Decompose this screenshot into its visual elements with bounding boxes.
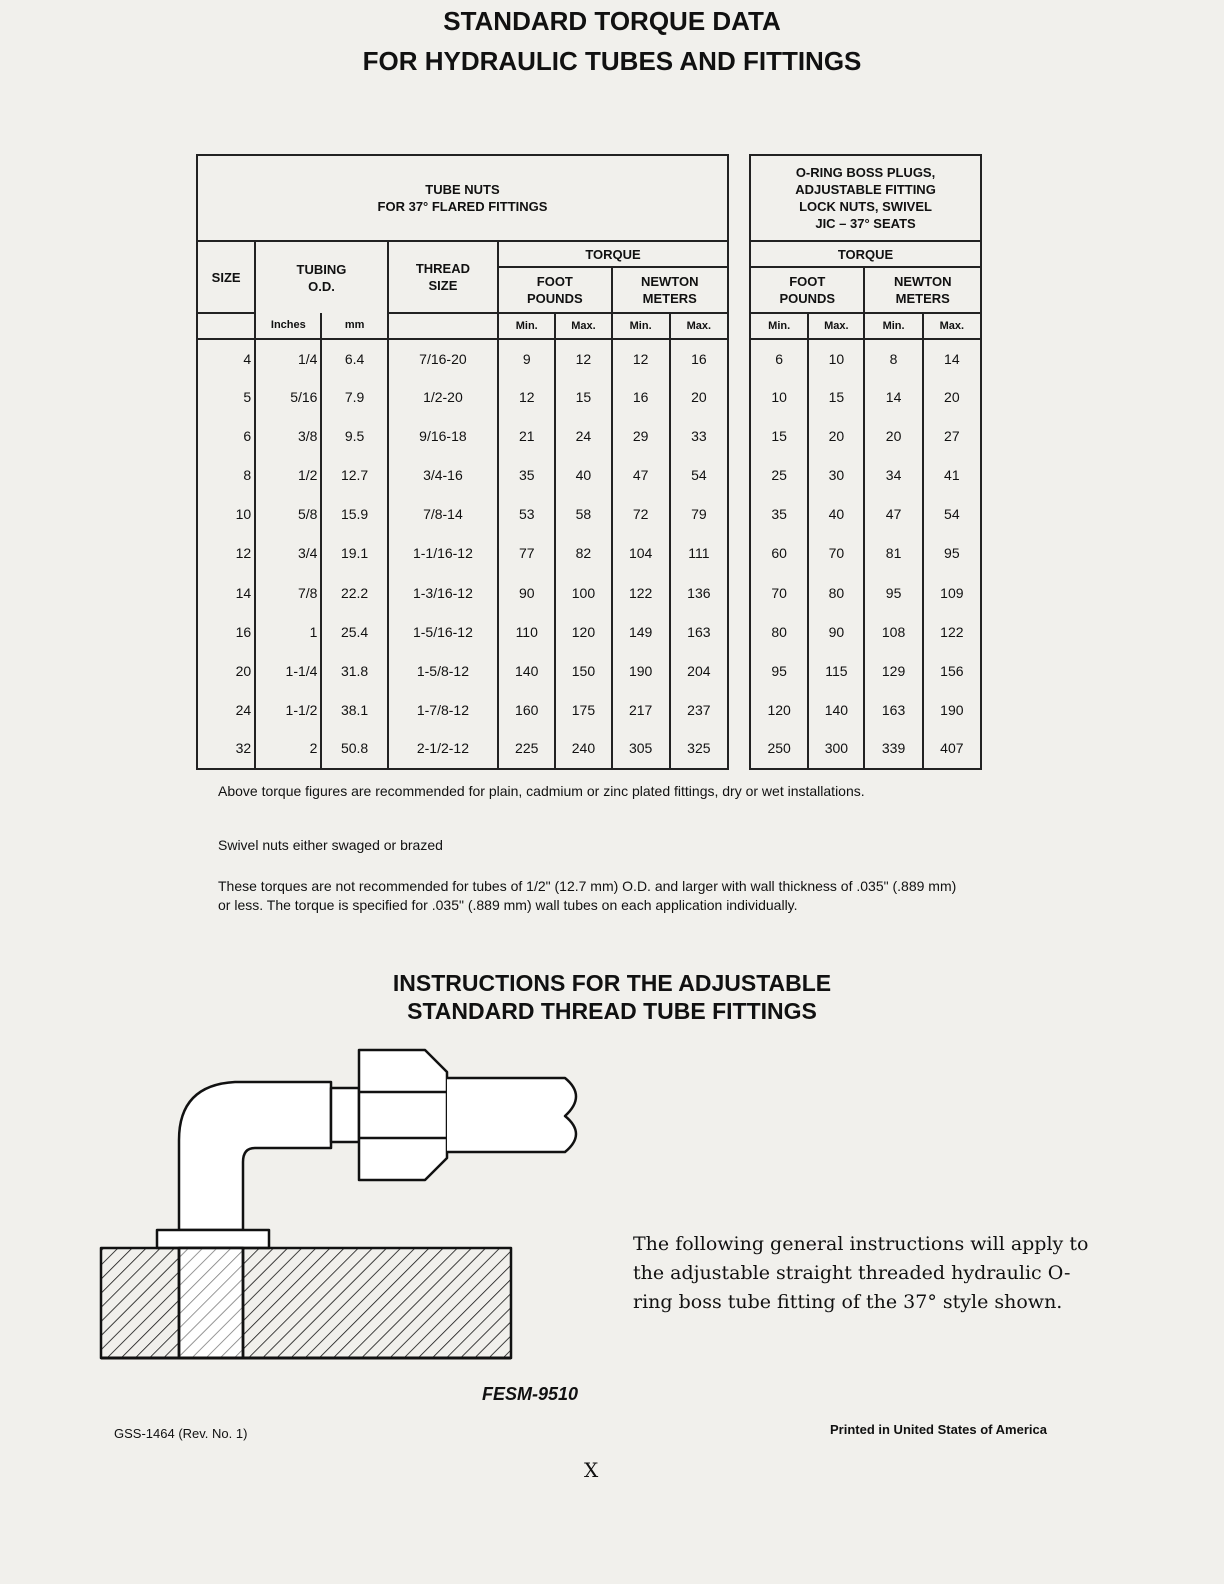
table-cell: 47 <box>612 456 670 495</box>
table-cell: 120 <box>555 613 611 652</box>
swivel-nut <box>359 1050 447 1180</box>
table-cell: 237 <box>670 691 728 730</box>
table-cell: 35 <box>498 456 555 495</box>
meters-label: METERS <box>895 291 950 306</box>
table-cell: 150 <box>555 652 611 691</box>
table-cell: 20 <box>923 378 981 417</box>
table-cell: 204 <box>670 652 728 691</box>
lock-nut <box>157 1230 269 1248</box>
newton-meters-header-right <box>864 267 981 313</box>
table-cell: 104 <box>612 534 670 573</box>
table-cell: 20 <box>864 417 922 456</box>
table-cell: 95 <box>923 534 981 573</box>
printed-in: Printed in United States of America <box>830 1422 1047 1437</box>
table-cell: 325 <box>670 730 728 769</box>
table-cell: 300 <box>808 730 864 769</box>
page-number: X <box>584 1458 599 1482</box>
max-unit: Max. <box>808 313 864 339</box>
table-cell: 6 <box>750 339 808 378</box>
foot-label: FOOT <box>789 274 826 289</box>
table-cell: 129 <box>864 652 922 691</box>
table-cell: 30 <box>808 456 864 495</box>
table-row <box>197 534 981 573</box>
table-cell: 1-7/8-12 <box>388 691 498 730</box>
thread-label: THREAD <box>415 261 470 276</box>
elbow-body <box>179 1082 331 1230</box>
table-cell: 160 <box>498 691 555 730</box>
table-cell: 82 <box>555 534 611 573</box>
table-row <box>197 573 981 612</box>
table-cell: 1/4 <box>255 339 321 378</box>
table-cell: 339 <box>864 730 922 769</box>
table-cell: 12 <box>555 339 611 378</box>
table-cell: 3/4 <box>255 534 321 573</box>
tube-nuts-header <box>197 155 728 241</box>
table-cell: 6 <box>197 417 255 456</box>
table-cell: 58 <box>555 495 611 534</box>
table-cell: 225 <box>498 730 555 769</box>
table-cell: 14 <box>864 378 922 417</box>
table-cell: 156 <box>923 652 981 691</box>
table-cell: 7/8 <box>255 573 321 612</box>
table-cell: 10 <box>197 495 255 534</box>
table-cell: 90 <box>498 573 555 612</box>
table-cell: 10 <box>750 378 808 417</box>
table-cell: 54 <box>923 495 981 534</box>
table-cell: 15 <box>750 417 808 456</box>
table-cell: 190 <box>612 652 670 691</box>
table-cell: 50.8 <box>321 730 387 769</box>
pounds-label: POUNDS <box>527 291 583 306</box>
table-cell: 122 <box>923 613 981 652</box>
table-cell: 1-3/16-12 <box>388 573 498 612</box>
table-row <box>197 691 981 730</box>
table-cell: 27 <box>923 417 981 456</box>
o-ring-line-4: JIC – 37° SEATS <box>815 216 916 231</box>
table-cell: 12 <box>197 534 255 573</box>
table-cell: 24 <box>197 691 255 730</box>
table-cell: 1/2 <box>255 456 321 495</box>
o-ring-line-3: LOCK NUTS, SWIVEL <box>799 199 932 214</box>
foot-pounds-header-right <box>750 267 864 313</box>
table-cell: 1-1/16-12 <box>388 534 498 573</box>
table-cell: 108 <box>864 613 922 652</box>
table-cell: 8 <box>197 456 255 495</box>
foot-pounds-header-left <box>498 267 611 313</box>
table-cell: 9 <box>498 339 555 378</box>
table-cell: 40 <box>808 495 864 534</box>
table-cell: 14 <box>197 573 255 612</box>
table-cell: 163 <box>670 613 728 652</box>
table-cell: 3/4-16 <box>388 456 498 495</box>
table-cell: 149 <box>612 613 670 652</box>
newton-meters-header-left <box>612 267 728 313</box>
table-cell: 240 <box>555 730 611 769</box>
table-cell: 5 <box>197 378 255 417</box>
table-cell: 163 <box>864 691 922 730</box>
table-cell: 190 <box>923 691 981 730</box>
section-subtitle: STANDARD THREAD TUBE FITTINGS <box>407 998 817 1024</box>
table-cell: 2-1/2-12 <box>388 730 498 769</box>
document-number: GSS-1464 (Rev. No. 1) <box>114 1426 248 1441</box>
o-ring-line-1: O-RING BOSS PLUGS, <box>795 165 936 180</box>
table-cell: 175 <box>555 691 611 730</box>
table-row <box>197 456 981 495</box>
tube-nuts-subtitle: FOR 37° FLARED FITTINGS <box>377 199 548 214</box>
table-cell: 9.5 <box>321 417 387 456</box>
table-cell: 81 <box>864 534 922 573</box>
note-wall-thickness: These torques are not recommended for tubes of 1/2" (12.7 mm) O.D. and larger with wall thickness of .035" (.889 mm) or less. The torque is specified for .035" (.889 mm) wall tubes on each application individually. <box>218 878 957 913</box>
table-cell: 54 <box>670 456 728 495</box>
table-cell: 77 <box>498 534 555 573</box>
table-cell: 1-5/16-12 <box>388 613 498 652</box>
tubing-od-header <box>255 241 388 313</box>
table-cell: 20 <box>197 652 255 691</box>
table-cell: 12 <box>612 339 670 378</box>
table-cell: 1-5/8-12 <box>388 652 498 691</box>
table-cell: 10 <box>808 339 864 378</box>
table-cell: 2 <box>255 730 321 769</box>
table-cell: 25.4 <box>321 613 387 652</box>
table-cell: 47 <box>864 495 922 534</box>
table-cell: 1-1/4 <box>255 652 321 691</box>
table-cell: 70 <box>808 534 864 573</box>
table-cell: 20 <box>670 378 728 417</box>
table-row <box>197 339 981 378</box>
newton-label: NEWTON <box>893 274 952 289</box>
table-cell: 140 <box>498 652 555 691</box>
meters-label: METERS <box>642 291 697 306</box>
table-cell: 41 <box>923 456 981 495</box>
table-cell: 90 <box>808 613 864 652</box>
table-cell: 217 <box>612 691 670 730</box>
newton-label: NEWTON <box>640 274 699 289</box>
table-cell: 72 <box>612 495 670 534</box>
table-cell: 33 <box>670 417 728 456</box>
tube-end <box>447 1078 576 1152</box>
tubing-label: TUBING <box>296 261 347 277</box>
table-cell: 14 <box>923 339 981 378</box>
table-cell: 1-1/2 <box>255 691 321 730</box>
table-cell: 31.8 <box>321 652 387 691</box>
min-unit: Min. <box>750 313 808 339</box>
page-title: STANDARD TORQUE DATA <box>443 6 781 36</box>
table-cell: 15.9 <box>321 495 387 534</box>
table-cell: 407 <box>923 730 981 769</box>
table-cell: 35 <box>750 495 808 534</box>
torque-table <box>196 154 982 770</box>
table-cell: 140 <box>808 691 864 730</box>
max-unit: Max. <box>923 313 981 339</box>
table-cell: 6.4 <box>321 339 387 378</box>
table-cell: 7/16-20 <box>388 339 498 378</box>
thread-size-label: SIZE <box>428 278 458 293</box>
boss-block <box>101 1248 511 1358</box>
o-ring-line-2: ADJUSTABLE FITTING <box>795 182 936 197</box>
table-cell: 38.1 <box>321 691 387 730</box>
table-cell: 40 <box>555 456 611 495</box>
table-cell: 5/8 <box>255 495 321 534</box>
note-swivel: Swivel nuts either swaged or brazed <box>218 837 443 853</box>
torque-header-left: TORQUE <box>498 241 728 267</box>
table-cell: 9/16-18 <box>388 417 498 456</box>
min-unit: Min. <box>864 313 922 339</box>
table-cell: 79 <box>670 495 728 534</box>
pounds-label: POUNDS <box>779 291 836 306</box>
thread-stub <box>331 1088 359 1142</box>
table-cell: 32 <box>197 730 255 769</box>
table-cell: 12 <box>498 378 555 417</box>
table-cell: 1 <box>255 613 321 652</box>
section-title: INSTRUCTIONS FOR THE ADJUSTABLE <box>392 970 832 996</box>
table-cell: 250 <box>750 730 808 769</box>
table-cell: 60 <box>750 534 808 573</box>
table-row <box>197 417 981 456</box>
table-cell: 19.1 <box>321 534 387 573</box>
tube-nuts-title: TUBE NUTS <box>425 182 500 197</box>
figure-label: FESM-9510 <box>482 1384 579 1404</box>
od-label: O.D. <box>308 278 335 294</box>
table-cell: 111 <box>670 534 728 573</box>
torque-table-body <box>197 339 981 769</box>
table-cell: 16 <box>612 378 670 417</box>
table-cell: 12.7 <box>321 456 387 495</box>
table-cell: 7.9 <box>321 378 387 417</box>
table-cell: 120 <box>750 691 808 730</box>
table-cell: 15 <box>808 378 864 417</box>
table-row <box>197 495 981 534</box>
table-cell: 95 <box>750 652 808 691</box>
min-unit: Min. <box>498 313 555 339</box>
table-cell: 80 <box>808 573 864 612</box>
table-cell: 8 <box>864 339 922 378</box>
torque-header-right: TORQUE <box>750 241 981 267</box>
page-subtitle: FOR HYDRAULIC TUBES AND FITTINGS <box>362 46 862 76</box>
table-cell: 305 <box>612 730 670 769</box>
table-cell: 29 <box>612 417 670 456</box>
foot-label: FOOT <box>536 274 573 289</box>
max-unit: Max. <box>670 313 728 339</box>
table-cell: 95 <box>864 573 922 612</box>
min-unit: Min. <box>612 313 670 339</box>
table-cell: 22.2 <box>321 573 387 612</box>
instructions-text: The following general instructions will apply to the adjustable straight threaded hydraulic O-ring boss tube fitting of the 37° style shown. <box>633 1233 1089 1313</box>
table-cell: 20 <box>808 417 864 456</box>
note-recommended: Above torque figures are recommended for plain, cadmium or zinc plated fittings, dry or wet installations. <box>218 783 865 799</box>
table-cell: 70 <box>750 573 808 612</box>
table-cell: 16 <box>670 339 728 378</box>
table-cell: 136 <box>670 573 728 612</box>
max-unit: Max. <box>555 313 611 339</box>
table-cell: 7/8-14 <box>388 495 498 534</box>
table-row <box>197 730 981 769</box>
fitting-diagram <box>95 1030 615 1405</box>
table-cell: 15 <box>555 378 611 417</box>
table-cell: 3/8 <box>255 417 321 456</box>
table-cell: 25 <box>750 456 808 495</box>
table-cell: 34 <box>864 456 922 495</box>
table-cell: 5/16 <box>255 378 321 417</box>
mm-unit: mm <box>321 313 387 339</box>
thread-size-header <box>388 241 498 313</box>
size-header: SIZE <box>197 241 255 313</box>
table-cell: 115 <box>808 652 864 691</box>
table-cell: 109 <box>923 573 981 612</box>
table-cell: 16 <box>197 613 255 652</box>
table-cell: 1/2-20 <box>388 378 498 417</box>
table-cell: 24 <box>555 417 611 456</box>
inches-unit: Inches <box>255 313 321 339</box>
table-cell: 110 <box>498 613 555 652</box>
table-row <box>197 613 981 652</box>
table-cell: 122 <box>612 573 670 612</box>
table-cell: 80 <box>750 613 808 652</box>
table-cell: 53 <box>498 495 555 534</box>
table-cell: 100 <box>555 573 611 612</box>
table-cell: 4 <box>197 339 255 378</box>
table-row <box>197 652 981 691</box>
table-cell: 21 <box>498 417 555 456</box>
table-row <box>197 378 981 417</box>
o-ring-boss-header <box>750 155 981 241</box>
